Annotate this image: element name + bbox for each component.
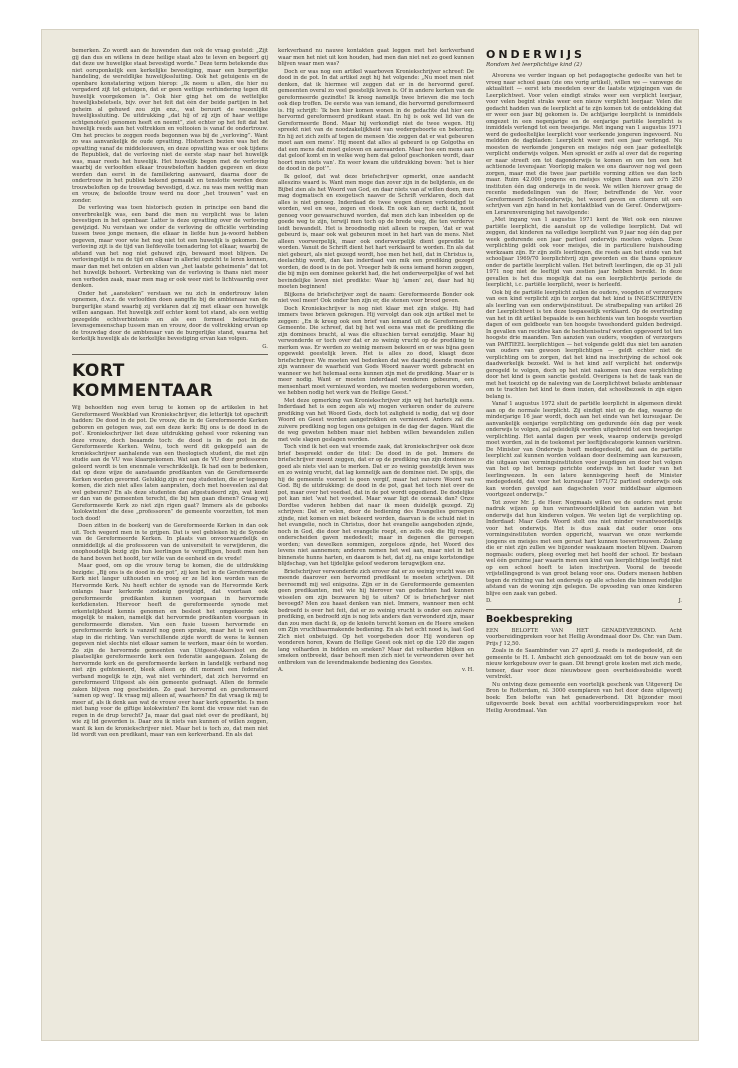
book-review-paragraph: Nu ontving deze gemeente een voortelijk geschenk van Uitgeverij De Bron te Rotterdam, nl. 3000 exemplaren van het door deze uitgeverij boek: Een belofte van het genadeverbond. Dit bijzonder mooi uitgevoerde boek bevat een achttal voorbereidingspreken voor het Heilig Avondmaal. Van	[486, 681, 682, 714]
section-heading-onderwijs: ONDERWIJS	[486, 48, 585, 61]
article-signature: G.	[262, 343, 268, 350]
commentary-paragraph: Wij behoefden nog even terug te komen op de artikelen in het Gereformeerd Weekblad van Kroniekschrijver, die letterlijk tot opschrift hadden: De dood in de pot. De vrouw, die in de Gereformeerde Kerken geboren en getogen was, zat een deze kerk: Bij ons is de dood in de pot’. Kroniekschrijver liet deze uitdrukking geheel voor rekening van deze vrouw, doch beaamde toch: de dood is in de pot in de Gereformeerde Kerken. Welnu, toch werd dit gekoppeld aan de kroniekschrijver aanhalende van een theologisch student, die met zijn studie aan de VU was klaargekomen. Wat aan de VU door professoren geleerd wordt is ten enenmale verschrikkelijk. Ik had een te bedenken, dat op deze wijze de aanstaande predikanten van de Gereformeerde Kerken worden gevormd. Gelukkig zijn er nog studenten, die er tegenop komen, die zich niet alles laten aanpraten, doch met hoeveelen zal dat wel gebeuren? En als deze studenten dan afgestudeerd zijn, wat komt er dan van de gemeenten terecht, die bij hen gaan dienen? Graag wij Gereformeerde Kerk zo niet zijn rigen gaat? Immers als de gebooks ‘kolokwinten’ die dese „professoren” de gemeente voorzetten, tot men toch dood!	[72, 405, 268, 522]
commentary-paragraph: Doen zitten in de boekerij van de Gereformeerde Kerken in dan ook uit. Toch wegerd men in te grijpen. Dat is wel gebleken bij de Synode van de Gereformeerde Kerken. In plaats van onvoorwaardelijk en onmiddellijk al die professoren van de universiteit te verwijderen, die onophoudelijk bezig zijn hun leerlingen te vergiftigen, houdt men hen de hand boven het hoofd, ter wille van de eenheid en de vrede!	[72, 523, 268, 562]
signature-left: A.	[278, 667, 284, 673]
article-paragraph: De verloving was toen historisch gezien in principe een band die onverbrekelijk was, een band die men nu verplicht was te laten bevestigen in het openbaar. Latter is deze opvatting over de verloving gewijzigd. Nu verstaan we onder de verloving de officiële verbinding tussen twee jonge mensen, die elkaar in liefde hun ja-woord hebben gegeven, maar voor wie het nog niet tot een huwelijk is gekomen. De verloving zijt is de tijd van liefdevolle toenadering tot elkaar, waarbij de afstand van het nog niet gehuwd zijn, bewaard moet blijven. De verlovingstijd is nu de tijd om elkaar in allerlei opzicht te leren kennen, maar dan met het ontzien en alzien van „het laatste geheimenis” dat tot het huwelijk behoort. Verbreking van de verloving is thans niet meer een verboden zaak, maar men mag er ook weer niet te lichtvaardig over denken.	[72, 205, 268, 289]
commentary-paragraph: kerkverband nu nauwe kontakten gaat leggen met het kerkverband waar men het niet uit kon houden, had men dan niet net zo goed kunnen blijven waar men was?	[278, 48, 474, 67]
signature-left: D.	[486, 598, 492, 604]
commentary-paragraph: Briefschrijver verwonderde zich erover dat er zo weinig vrucht was en meende daarover een hervormd predikant te moeten schrijven. Dit bevreemdt mij wel enigszins. Zijn er in de Gereformeerde gemeenten geen predikanten, met wie hij hierover van gedachten had kunnen wisselen om zijn bezwaren bij te uiten? Of is briefschrijver niet bevoegd? Men zou haast denken van niet. Immers, wanneer men echt bedroefd is over het feit, dat er zo weinig vrucht is onder een zuivere prediking, en bedroefd zijn is nog iets anders dan verwonderd zijn, maar dan zou men dacht ik, op de knieën terecht komen en de Heere smeken om Zijn vruchtbaarmakende bediening. En als het echt nood is, laat God Zich niet onbetuigd. Op het voorgebeden door Hij wonderen op wonderen horen, Kwam de Heilige Geest ook niet op die 120 die zagen lang volharden in bidden en smeken? Maar dat volharden blijken en smeken ontbreekt, daar behoeft men zich niet te verwonderen over het ontbreken van de levendmakende bediening des Geestes.	[278, 568, 474, 666]
divider	[72, 354, 268, 355]
education-paragraph: „Met ingang van 1 augustus 1971 kent de Wet ook een nieuwe partiële leerplicht, die aansluit op de volledige leerplicht. Dat wil zeggen, dat kinderen na volledige leerplicht van 9 jaar nog één dag per week gedurende een jaar partieel onderwijs moeten volgen. Deze verplichting geldt ook voor meisjes, die in particuliere huishouding werkzaam zijn. Er zijn zelfs leerlingen, die reeds aan het einde van het schooljaar 1969/70 leerplichtvrij zijn geworden en die thans opnieuw onder de partiële leerplicht vallen. Het betreft leerlingen, die op 31 juli 1971 nog niet de leeftijd van zestien jaar hebben bereikt. In deze gevallen is het dus mogelijk dat na een leerplichtvrije periode de leerplicht, i.c. partiële leerplicht, weer is herleefd.	[486, 217, 682, 288]
commentary-paragraph: Doch Kroniekschrijver is nog niet klaar met zijn stukje. Hij had immers twee brieven gekregen. Hij vervolgt dan ook zijn artikel met te zeggen: „En ik kreeg ook een brief van iemand uit de Gereformeerde Gemeente. Die schreef, dat bij het wel eens was met de prediking die zijn dominees bracht, al was die eltuschien tervat eenzijdig. Maar hij verwonderde er toch over dat er zo weinig vrucht op de prediking te merken was. Er werden zo weinig mensen bekeerd en er was bijna geen opgewekt geestelijk leven. Het is alles zo dood, klaagt deze briefschrijver. We moeten wel bedenken dat we daarbij doende moeten zijn wanneer de waarheid van Gods Woord naaver wordt gebracht en wanneer we het helemaal eens kunnen zijn met de prediking. Maar er is meer nodig. Want er moeten inderdaad wonderen gebeuren, een mensenhart moet vernieuwd worden, we moeten wedergeboren worden, we hebben nodig het werk van de Heilige Geest.”	[278, 305, 474, 396]
commentary-signature	[278, 667, 474, 674]
column-middle	[278, 48, 474, 1022]
commentary-paragraph: Doch er was nog een artikel waarboven Kroniekschrijver schreef: De dood in de pot. In dat artikel zegt hij het volgende: „Nu moet men niet denken, dat ik hiermee wil zeggen dat er in de hervormd geref. gemeenten overal zo veel geestelijk leven is. Of in andere kerken van de gereformeerde gezindte! Ik kreeg namelijk twee brieven die me toch ook diep troffen. De eerste was van iemand, die hervormd gereformeerd is. Hij schrijft: ‘Ik ben hier komen wonen in de gedachte dat hier een hervormd gereformeerd predikant staat. En hij is ook wel lid van de Gereformeerde Bond. Maar hij verkondigt niet de twee wegen. Hij spreekt niet van de noodzakelijkheid van wedergeboorte en bekering. En hij zet zich zelfs af tegen de mensen ‘die zeggen dat er wat gebeuren moet aan een mens’. Hij meent dat alles al gebeurd is op Golgotha en dat een mens dat moet geloven en aanvaarden. Maar hoe een mens aan dat geloof komt en in welke weg hem dat geloof geschonken wordt, daar hoort men niets van’. En weer kwam die uitdrukking boven: ‘het is hier de dood in de pot’”.	[278, 68, 474, 172]
section-heading-boekbespreking: Boekbespreking	[486, 609, 682, 626]
commentary-paragraph: Blijkens de briefschrijver zegt de naam: Gereformeerde Bonder ook niet veel meer! Ook onder hen zijn er, die stenen voor brood geven.	[278, 291, 474, 304]
column-left	[72, 48, 268, 1022]
signature-right: J.	[678, 598, 682, 604]
education-paragraph: Ook bij de partiële leerplicht zullen de ouders, voogden of verzorgers van een kind verplicht zijn te zorgen dat het kind is INGESCHREVEN als leerling van een onderwijsinstituut. De strafbepaling van artikel 26 der Leerplichtwet is ten deze toepasselijk verklaard. Op de overtreding van het in dit artikel bepaalde is een hechtenis van ten hoogste veertien dagen of een geldboete van ten hoogste tweehonderd gulden bedreigd. In gevallen van recidive kan de hechtenisstraf worden opgevoerd tot ten hoogste drie maanden. Ten aanzien van ouders, voogden of verzorgers van PARTIEEL leerplichtigen — het volgende geldt dus niet ten aanzien van ouders van gewoon leerplichtigen — geldt echter niet de verplichting om te zorgen, dat het kind na inschrijving de school ook daadwerkelijk bezoekt. Wel is het kind zelf verplicht het onderwijs geregeld te volgen, doch op het niet nakomen van deze verplichting door het kind is geen sanctie gesteld. Overigens is het de taak van de met het toezicht op de naleving van de Leerplichtwet belaste ambtenaar om te trachten het kind te doen inzien, dat schoolbezoek in zijn eigen belang is.	[486, 289, 682, 400]
commentary-paragraph: Ik geloof, dat wat deze briefschrijver opmerkt, onze aandacht alleszins waard is. Want men moge dan zover zijn in de belijdenis, en de Bijbel zien als het Woord van God, en daar niets van af willen doen, men mag dogmatisch en exegetisch naaver de Schrift verklaren, doch dat alles is niet genoeg. Inderdaad de twee wegen dienen verkondigd te worden, wel en wee, zegen en vloek. En ook kan er, dacht ik, nooit genoeg voor gewaarschuwd worden, dat men zich kan inbeelden op de goede weg te zijn, terwijl men toch op de brede weg, die ten verderve leidt bewandelt. Het is broodnodig niet alleen te roepen, ‘dat er wat gebeurd is, maar ook wat gebeuren moet in het hart van de mens. Niet alleen voorwerpelijk, maar ook onderwerpelijk dient gepredikt te worden. Vanuit de Schrift dient het hart verklaard te worden. En als dat niet gebeurt, als niet gezegd wordt, hoe men het heil, dat in Christus is, deelachtig wordt, dan kan inderdaad van mik een prediking gezegd worden, de dood is in de pot. Vroeger heb ik eens iemand horen zeggen, die bij mijn een dominee gekerkt had, die het onderwerpelijke of wel het bevindelijke leven niet predikte: Waar hij ‘amen’ zei, daar had hij moeten beginnen!	[278, 173, 474, 290]
commentary-paragraph: Met deze opmerking van Kroniekschrijver zijn wij het hartelijk eens. Inderdaad het is een zegen als wij mogen verkeren onder de zuivere prediking van het Woord Gods, doch tot zaligheid is nodig, dat wij door Woord en Geest worden aangetrokken en vernieuwd. Anders zal die zuivere prediking nog tegen ons getuigen in de dag der dagen. Want die de weg geweten hebben maar niet hebben willen bewandelen zullen met vele slagen geslagen worden.	[278, 397, 474, 443]
section-heading-kort-kommentaar: KORT KOMMENTAAR	[72, 361, 214, 401]
article-paragraph: Onder het „aansteken” verstaan we nu zich in ondertrouw laten opnemen, d.w.z. de verloofden doen aangifte bij de ambtenaar van de burgerlijke stand waarbij zij verklaren dat zij met elkaar een huwelijk willen aangaan. Het huwelijk zelf echter komt tot stand, als een wettig gezegelde echtverbintenis en als een formeel bekrachtigde levensgemeenschap tussen man en vrouw, door de voltrekking ervan op de trouwdag door de ambtenaar van de burgerlijke stand, waarna het kerkelijk huwelijk als de kerkelijke bevestiging ervan kan volgen.	[72, 290, 268, 342]
section-subtitle: Rondom het leerplichtige kind (2)	[486, 62, 582, 68]
education-paragraph: Tot zover Mr. J. de Heer. Nogmaals willen we de ouders met grote nadruk wijzen op hun verantwoordelijkheid ten aanzien van het onderwijs dat hun kinderen volgen. We weten ligt de verplichting op. Inderdaad: Maar Gods Woord stelt ons niet minder verantwoordelijk voor het onderwijs. Het is dus zaak dat ouder onze ons vormingsinstituten worden opgericht, waarvan we onze werkende jongens en meisjes met een gerust hart kunnen toevertrouwen. Zolang die er niet zijn zullen we bijzonder waakzaam moeten blijven. Daarom nogmaals: ouders, pleeg overleg met het hoofd der school. Er bestaan wel één geruime jaar waarin men een kind van leerplichtige leeftijd niet op een school hoeft te laten inschrijven. Vooral de tweede vrijstellingsgrond is van groot belang voor ons. Ouders mensen hebben tegen de richting van het onderwijs op alle scholen die binnen redelijke afstand van de woning zijn gelegen. De opvoeding van onze kinderen blijve een zaak van gebed.	[486, 499, 682, 597]
newspaper-page	[42, 30, 698, 1040]
book-review-paragraph: Zoals in de Saambinder van 27 april jl. reeds is medegedeeld, zit de gemeente te H. I. Ambacht zich genoodzaakt om tot de bouw van een nieuw kerkgebouw over te gaan. Dit brengt grote kosten met zich mede, temeer, daar voor deze nieuwbouw geen overheidssubsidie wordt verstrekt.	[486, 648, 682, 680]
book-review-paragraph: EEN BELOFTE VAN HET GENADEVERBOND. Acht voorbereidingpreken voor het Heilig Avondmaal door Ds. Chr. van Dam. Prijs ƒ 12,50.	[486, 627, 682, 647]
education-paragraph: Vanaf 1 augustus 1972 sluit de partiële leerplicht in algemeen direkt aan op de normale leerplicht. Zij eindigt niet op de dag, waarop de minderjarige 16 jaar wordt, doch aan het einde van het kursusjaar. De aanvankelijk eenjarige verplichting om gedurende één dag per week onderwijs te volgen, zal geleidelijk worden uitgebreid tot een tweejarige verplichting. Het aantal dagen per week, waarop onderwijs gevolgd moet worden, zal in de toekomst per leeftijdscategorie kunnen variëren. De Minister van Onderwijs heeft medegedeeld, dat aan de partiële leerplicht zal kunnen worden voldaan door deelneming aan kursussen, die uitgaan van vormingsinstituten voor jeugdigen en door het volgen van het op het beroep gerichte onderwijs in het kader van het leerlingwezen. In een latere kennisgeving heeft de Minister medegedeeld, dat voor het kursusjaar 1971/72 partieel onderwijs ook kan worden gevolgd aan dagscholen voor middelbaar algemeen voortgezet onderwijs.”	[486, 401, 682, 498]
signature-right: v. H.	[461, 667, 474, 673]
commentary-paragraph: Maar goed, om op die vrouw terug te komen, die de uitdrukking bezigde: „Bij ons is de dood in de pot”, zij ken het in de Gereformeerde Kerk niet langer uithouden en vroeg er ze lid kon worden van de Hervormde Kerk. Nu heeft echter de synode van de Hervormde Kerk onlangs haar kerkorde zodanig gewijzigd, dat voortaan ook gereformeerde predikanten kunnen voorgaan in hervormde kerkdiensten. Hiervoor heeft de gereformeerde synode met erkentelijkheid kennis genomen en besloot het omgekeerde ook mogelijk te maken, namelijk dat hervormde predikanten voorgaan in gereformeerde diensten. Van een fusie tussen hervormde en gereformeerde kerk is vanzelf nog geen sprake, maar het is wel een stap in die richting. Van verschillende zijde wordt de wens te kennen gegeven niet slechts niet elkaar samen te werken, maar één te worden. Zo zijn de hervormde gemeenten van Uitgeest-Akersloot en de plaatselijke gereformeerde kerk een federatie aangegaan. Zolang de hervormde kerk en de gereformeerde kerken in landelijk verband nog niet zijn geïntenieerd, bleek alleen op dit moment een federatief verband mogelijk te zijn, wat niet verhindert, dat zich hervormd en gereformeerd Uitgeest als één gemeente gedraagt. Allen de formele zaken blijven nog gescheiden. Zo gaat hervormd en gereformeerd ‘samen op weg’. Ik vraag mij alleen af, waarheen? En dat vraag ik mij te meer af, als ik denk aan wat de vrouw over haar kerk opmerkte. Is men niet bang voor de giftige kolokwinten? En komt die vrouw niet van de regen in de drup terecht? Ja, maar dat gaat niet over de predikant, bij wie zij lid geworden is. Daar zou ik niets van kunnen of willen zeggen, want ik ken de kroniekschrijver niet. Maar het is toch zo, dat men niet lid wordt van een predikant, maar van een kerkverband. En als dat	[72, 563, 268, 738]
commentary-paragraph: Toch vind ik het een wat vreemde zaak, dat kroniekschrijver ook deze brief bespreekt onder de titel: De dood in de pot. Immers de briefschrijver meent zeggen, dat er op de prediking van zijn dominee zo goed als niets viel aan te merken. Dat er zo weinig geestelijk leven was en zo weinig vrucht, dat lag kennelijk aan de dominee niet. De spijs, die hij de gemeente voorzet is geen vergif, maar het zuivere Woord van God. Bij de uitdrukking: de dood in de pot, gaat het toch niet over de pot, maar over het voedsel, dat in de pot wordt opgediend. De dodelijke pot kan niet ‘wat het voedsel. Maar waar ligt de oorzaak dan? Onze Dordtse vaderen hebben dat naar ik meen duidelijk gezegd. Zij schrijven: Dat er velen, door de bediening des Evangelies geroepen zijnde, niet komen en niet bekeerd worden, daarvan is de schuld niet in het evangelie, noch in Christus, door het evangelie aangeboden zijnde, noch in God, die door het evangelie roept, en zelfs ook die Hij roept, onderscheiden gaven mededeelt; maar in degenen die geroepen worden; van dewelken sommigen, zorgeloos zijnde, het Woord des levens niet aannemen; anderen nemen het wel aan, maar niet in het binnenste hunns harten, en daarom is het, dat zij, na enige kortstondige blijdschap, van het tijdelijke geloof wederom terugwijken enz.	[278, 444, 474, 567]
education-signature	[486, 598, 682, 605]
article-paragraph: bemerken. Zo wordt aan de huwenden dan ook de vraag gesteld: „Zijt gij dan dus en willens in deze heilige staat alzo te leven en begeert gij dat deze uw huwelijke staat bevestigd worde.” Deze term betekende dus niet ooruponkelijk een kerkelijke bevestiging, maar een burgerlijke handeling, de wereldlijke huwelijkssluiting. Ook het getuigenis en de openbare konstatering wijzen hierop: „Ik neem u allen, die hier nu vergaderd zijt tot getuigen, dat er geen wettige verhindering tegen dit huwelijk voorgekomen is”. Ook hier ging het om de wettelijke huwelijksbeletsels, bijv. over het feit dat één der beide partijen in het geheim al gehuwd zou zijn enz., wat beruurt de wezenlijke huwelijkssluiting. De uitdrukking „dat hij of zij zijn of haar wettige echtgenote(e) genomen heeft en neemt”, ziet echter op het feit dat het huwelijk reeds aan het voltrekken en voltooien is vanaf de ondertrouw. Om het precies te zeggen reeds begonnen was bij de „verloving”. Want zo was aanvankelijk de oude opvatting. Historisch bezien was het de opvatting vanaf de middeleeuwen, en deze opvatting was er ook tijdens de Republiek, dat de verloving niet de eerste stap naar het huwelijk was, maar reeds het huwelijk. Het huwelijk begon met de verloving waarbij de verloofden elkaar trouwbeloften hadden gegeven en deze werden dan eerst in de familiekring aanvaard, daarna door de ondertrouw in het publiek bekend gemaakt en tenslotte werden deze trouwbeloften op de trouwdag bevestigd, d.w.z. nu was men wettig man en vrouw, de beloofde trouw werd nu door „het trouwen” vast en zonder.	[72, 48, 268, 204]
education-paragraph: Alvorens we verder ingaan op het pedagogische gedeelte van het te vroeg naar school gaan (zie ons vorig artikel), willen we — vanwege de aktualiteit — eerst iets meedelen over de laatste wijzigingen van de Leerplichtwet. Voor velen eindigt straks weer een verplicht leerjaar, voor velen begint straks weer een nieuw verplicht leerjaar. Velen die gedacht hadden van de leerplicht af te zijn komen tot de ontdekking dat er weer een jaar bij gekomen is. De achtjarige leerplicht is inmiddels omgezet in een negenjarige en de eenjarige partiële leerplicht is inmiddels verlengd tot een tweejarige. Met ingang van 1 augustus 1971 werd de gedeeltelijke leerplicht voor werkende jongeren ingevoerd. Nu meldden de dagbladen: Leerplicht weer met een jaar verlengd. Nu moesten de werkende jongeren en meisjes nóg een jaar gedeeltelijk verplicht onderwijs volgen. Men spreekt er zelfs al over dat de regering er naar streeft om tot dagonderwijs te komen en om ten een het achtienode levensjaar. Voorlopig maken we ons daarover nog wel geen zorgen, maar met die twee jaar partiële vorming zitten we dan toch maar. Ruim 42.000 jongens en meisjes volgen thans aan zo'n 250 instituten één dag onderwijs in de week. We willen hierover graag de recente mededelingen van de Heer, betreffende de Ver. voor Gereformeerd Schoolonderwijs, het woord geven en citeren uit een schrijven van zijn hand in het kontaktblad van de Geref. Onderwijzers- en Lerarenvereniging het navolgende:	[486, 73, 682, 216]
column-right	[486, 48, 682, 1022]
